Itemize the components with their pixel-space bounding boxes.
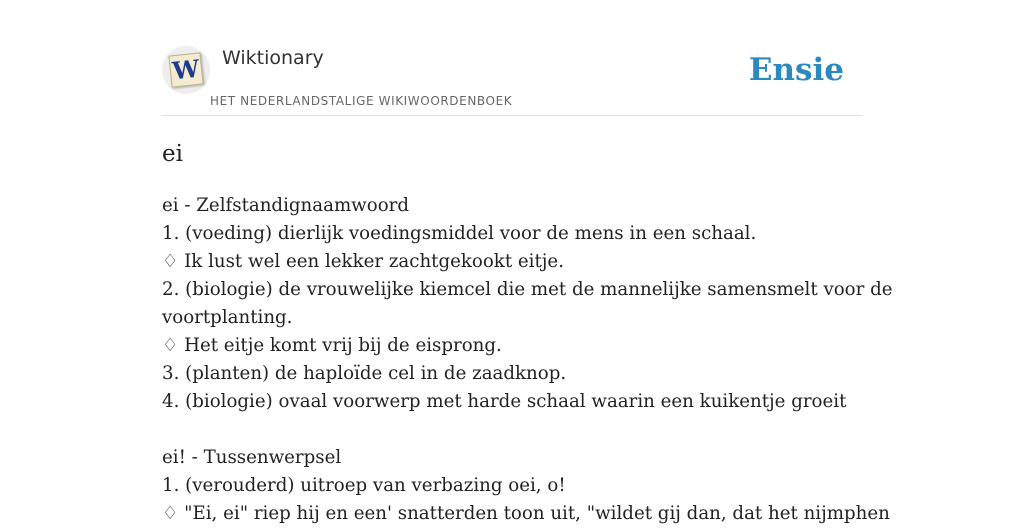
example-line: ♢ Ik lust wel een lekker zachtgekookt eitje. (162, 251, 564, 272)
entry-heading: ei! - Tussenwerpsel (162, 447, 342, 468)
entry-interjection (162, 444, 890, 528)
page-title: ei (162, 141, 183, 167)
definition-line: 3. (planten) de haploïde cel in de zaadknop. (162, 363, 567, 384)
logo-tile-icon (168, 52, 203, 87)
ensie-brand-link[interactable]: Ensie (748, 52, 844, 88)
entry-spacer (162, 416, 862, 444)
definition-line: 1. (voeding) dierlijk voedingsmiddel voor de mens in een schaal. (162, 223, 757, 244)
site-name[interactable]: Wiktionary (222, 47, 324, 69)
definition-line: voortplanting. (162, 307, 293, 328)
definition-line: 1. (verouderd) uitroep van verbazing oei, o! (162, 475, 566, 496)
definition-line: 4. (biologie) ovaal voorwerp met harde schaal waarin een kuikentje groeit (162, 391, 847, 412)
entry-noun (162, 192, 893, 416)
example-line: ♢ "Ei, ei" riep hij en een' snatterden toon uit, "wildet gij dan, dat het nijmphen (162, 503, 890, 524)
definition-line: 2. (biologie) de vrouwelijke kiemcel die met de mannelijke samensmelt voor de (162, 279, 893, 300)
entry-heading: ei - Zelfstandignaamwoord (162, 195, 409, 216)
wiktionary-logo[interactable] (162, 46, 210, 94)
definition-content (162, 192, 893, 528)
example-line: ♢ Het eitje komt vrij bij de eisprong. (162, 335, 502, 356)
site-header (162, 0, 862, 116)
logo-letter: W (171, 53, 201, 86)
page (162, 0, 893, 524)
site-tagline: HET NEDERLANDSTALIGE WIKIWOORDENBOEK (210, 94, 513, 108)
